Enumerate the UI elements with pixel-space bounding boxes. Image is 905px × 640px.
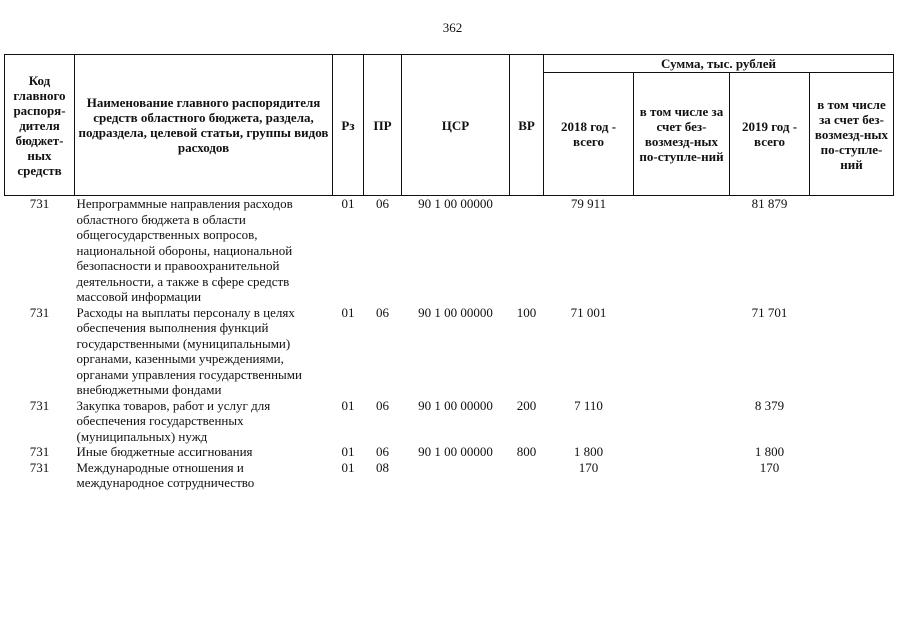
header-csr: ЦСР [402, 55, 510, 196]
table-row [5, 444, 894, 460]
cell-rz: 01 [341, 196, 355, 211]
cell-2019-total: 81 879 [751, 196, 788, 211]
cell-code: 731 [29, 304, 50, 320]
cell-2019-total: 8 379 [754, 397, 785, 413]
cell-csr: 90 1 00 00000 [418, 397, 493, 413]
cell-csr: 90 1 00 00000 [418, 304, 493, 320]
cell-vr [510, 460, 544, 491]
cell-csr: 90 1 00 00000 [418, 196, 493, 211]
cell-2018-total: 71 001 [570, 304, 607, 320]
header-code: Код главного распоря-дителя бюджет-ных средств [5, 55, 75, 196]
cell-2019-grants [810, 444, 894, 460]
header-2018-grants: в том числе за счет без-возмезд-ных по-ступле-ний [634, 73, 730, 196]
table-row [5, 460, 894, 491]
cell-csr: 90 1 00 00000 [418, 444, 493, 459]
cell-2018-grants [634, 444, 730, 460]
cell-csr [402, 460, 510, 491]
table-row [5, 305, 894, 398]
budget-table [4, 54, 894, 491]
cell-2018-total: 79 911 [570, 196, 607, 211]
header-rz: Рз [333, 55, 364, 196]
header-name: Наименование главного распорядителя средств областного бюджета, раздела, подраздела, целевой статьи, группы видов расходов [75, 55, 333, 196]
header-2018-total: 2018 год - всего [544, 73, 634, 196]
cell-vr: 200 [516, 397, 537, 413]
table-body [5, 196, 894, 491]
cell-name: Непрограммные направления расходов областного бюджета в области общегосударственных вопросов, национальной обороны, национальной безопасности и правоохранительной деятельности, а также в сфере средств массовой информации [76, 196, 293, 304]
cell-rz: 01 [341, 304, 355, 320]
page-number: 362 [442, 20, 463, 35]
header-2019-grants: в том числе за счет без-возмезд-ных по-ступле-ний [810, 73, 894, 196]
table-row [5, 398, 894, 445]
header-2019-total: 2019 год - всего [730, 73, 810, 196]
table-row [5, 196, 894, 305]
cell-2018-total: 1 800 [573, 444, 604, 459]
cell-vr: 800 [516, 444, 537, 459]
cell-2018-total: 7 110 [574, 397, 603, 413]
header-sum-group: Сумма, тыс. рублей [544, 55, 894, 73]
cell-name: Иные бюджетные ассигнования [76, 444, 253, 459]
table-header [5, 55, 894, 196]
cell-name: Закупка товаров, работ и услуг для обеспечения государственных (муниципальных) нужд [76, 397, 271, 444]
cell-2019-grants [810, 196, 894, 305]
cell-2019-grants [810, 460, 894, 491]
cell-pr: 06 [376, 444, 389, 459]
cell-vr [510, 196, 544, 305]
header-pr: ПР [364, 55, 402, 196]
cell-2018-total: 170 [578, 459, 599, 475]
cell-2018-grants [634, 398, 730, 445]
cell-code: 731 [29, 444, 50, 459]
cell-2018-grants [634, 305, 730, 398]
cell-2019-total: 71 701 [751, 304, 788, 320]
cell-2018-grants [634, 196, 730, 305]
cell-pr: 06 [376, 397, 389, 413]
cell-2019-total: 1 800 [754, 444, 785, 459]
header-vr: ВР [510, 55, 544, 196]
cell-2019-grants [810, 398, 894, 445]
cell-code: 731 [29, 397, 50, 413]
cell-rz: 01 [341, 444, 355, 459]
cell-name: Расходы на выплаты персоналу в целях обеспечения выполнения функций государственными (муниципальными) органами, казенными учреждениями, органами управления государственными внебюджетными фондами [76, 304, 302, 397]
cell-2018-grants [634, 460, 730, 491]
cell-2019-grants [810, 305, 894, 398]
cell-rz: 01 [341, 397, 355, 413]
cell-pr: 08 [376, 459, 389, 475]
cell-pr: 06 [376, 304, 389, 320]
cell-pr: 06 [376, 196, 389, 211]
cell-code: 731 [29, 459, 50, 475]
cell-code: 731 [29, 196, 50, 211]
cell-vr: 100 [516, 304, 537, 320]
cell-rz: 01 [341, 459, 355, 475]
cell-name: Международные отношения и международное сотрудничество [76, 459, 255, 490]
cell-2019-total: 170 [759, 459, 780, 475]
